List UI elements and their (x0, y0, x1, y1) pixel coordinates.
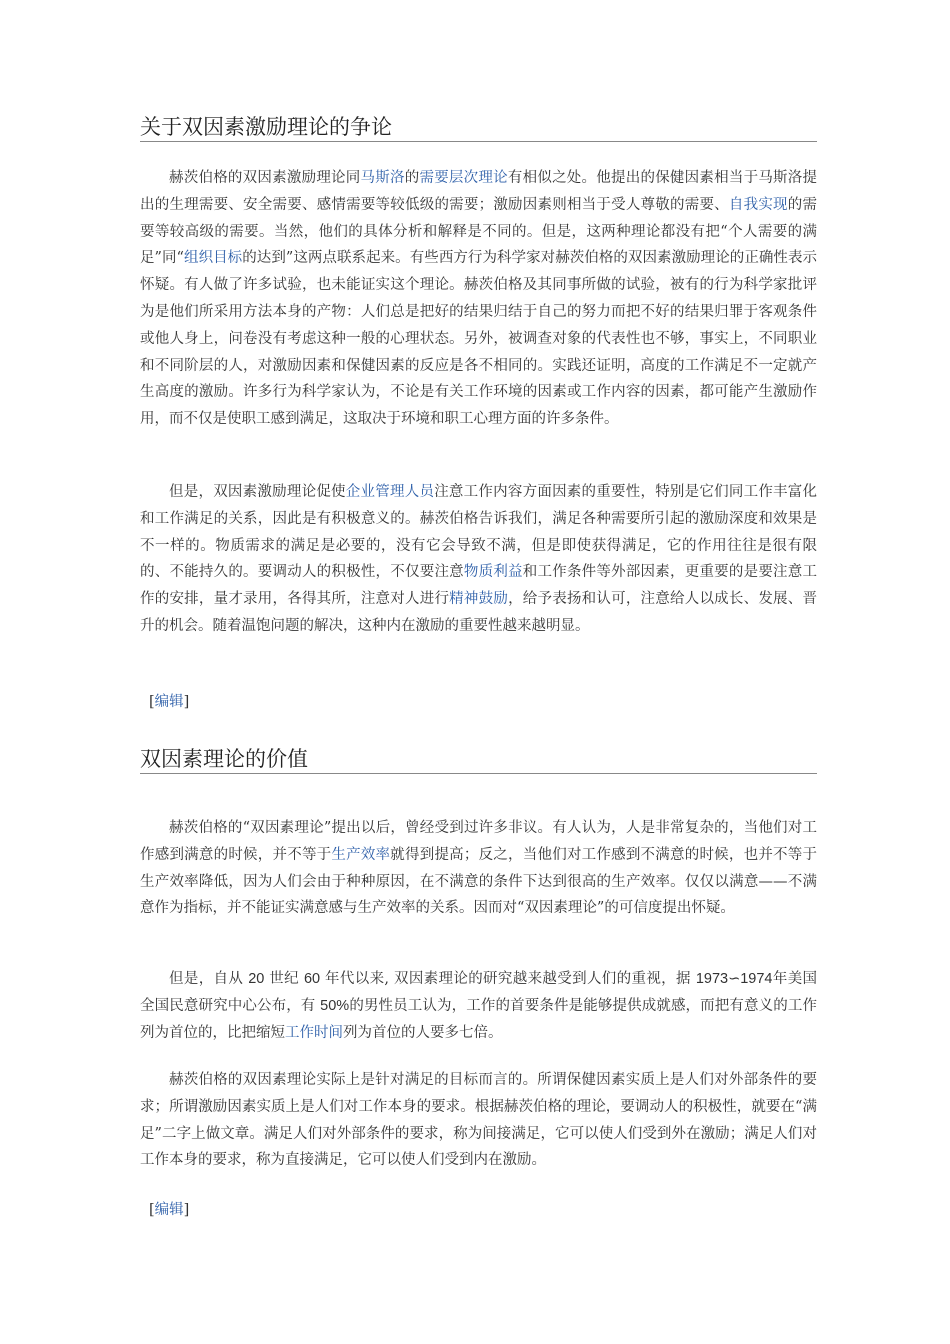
text-run: 50% (320, 997, 350, 1014)
text-run: 年美国全国民意研究中心公布，有 (140, 971, 818, 1014)
inline-link[interactable]: 精神鼓励 (449, 591, 509, 608)
bracket-close: ] (183, 694, 190, 710)
inline-link[interactable]: 物质利益 (463, 564, 523, 581)
text-run: 就得到提高；反之，当他们对工作感到不满意的时候，也并不等于生产效率降低，因为人们会由于种种原因，在不满意的条件下达到很高的生产效率。仅仅以满意——不满意作为指标，并不能证实满意感与生产效率的关系。因而对“双因素理论”的可信度提出怀疑。 (140, 846, 818, 917)
section-heading-value: 双因素理论的价值 (140, 746, 817, 774)
edit-link (140, 1200, 189, 1220)
text-run: 的需要等较高级的需要。当然，他们的具体分析和解释是不同的。但是，这两种理论都没有把“个人需要的满足”同“ (140, 196, 818, 267)
text-run: 列为首位的人要多七倍。 (343, 1024, 503, 1041)
text-run: 20 (248, 971, 265, 987)
edit-button[interactable]: 编辑 (154, 1202, 184, 1218)
text-run: 赫茨伯格的“双因素理论”提出以后，曾经受到过许多非议。有人认为，人是非常复杂的，当他们对工作感到满意的时候，并不等于 (140, 820, 817, 863)
text-run: 的 (404, 170, 420, 186)
inline-link[interactable]: 企业管理人员 (345, 484, 435, 500)
text-run: 赫茨伯格的双因素激励理论同 (169, 170, 361, 186)
paragraph (140, 815, 817, 922)
text-run: 赫茨伯格的双因素理论实际上是针对满足的目标而言的。所谓保健因素实质上是人们对外部条件的要求；所谓激励因素实质上是人们对工作本身的要求。根据赫茨伯格的理论，要调动人的积极性，就要在“满足”二字上做文章。满足人们对外部条件的要求，称为间接满足，它可以使人们受到外在激励；满足人们对工作本身的要求，称为直接满足，它可以使人们受到内在激励。 (140, 1072, 817, 1169)
inline-link[interactable]: 需要层次理论 (419, 170, 508, 186)
inline-link[interactable]: 生产效率 (331, 846, 391, 863)
bracket-open: [ (149, 1202, 155, 1218)
text-run: 的达到”这两点联系起来。有些西方行为科学家对赫茨伯格的双因素激励理论的正确性表示怀疑。有人做了许多试验，也未能证实这个理论。赫茨伯格及其同事所做的试验，被有的行为科学家批评为是他们所采用方法本身的产物：人们总是把好的结果归结于自己的努力而把不好的结果归罪于客观条件或他人身上，问卷没有考虑这种一般的心理状态。另外，被调查对象的代表性也不够，事实上，不同职业和不同阶层的人，对激励因素和保健因素的反应是各不相同的。实践还证明，高度的工作满足不一定就产生高度的激励。许多行为科学家认为，不论是有关工作环境的因素或工作内容的因素，都可能产生激励作用，而不仅是使职工感到满足，这取决于环境和职工心理方面的许多条件。 (140, 250, 818, 428)
text-run: 注意工作内容方面因素的重要性，特别是它们同工作丰富化和工作满足的关系，因此是有积极意义的。赫茨伯格告诉我们，满足各种需要所引起的激励深度和效果是不一样的。物质需求的满足是必要的，没有它会导致不满，但是即使获得满足，它的作用往往是很有限的、不能持久的。要调动人的积极性，不仅要注意 (140, 484, 818, 581)
inline-link[interactable]: 马斯洛 (360, 170, 405, 186)
text-run: 但是，自从 (169, 971, 249, 987)
paragraph (140, 165, 817, 433)
text-run: ，给予表扬和认可，注意给人以成长、发展、晋升的机会。随着温饱问题的解决，这种内在激励的重要性越来越明显。 (140, 591, 818, 634)
bracket-open: [ (149, 694, 155, 710)
inline-link[interactable]: 自我实现 (728, 196, 788, 213)
text-run: 年代以来, 双因素理论的研究越来越受到人们的重视，据 (320, 971, 696, 987)
text-run: 世纪 (264, 971, 304, 987)
text-run: 和工作条件等外部因素，更重要的是要注意工作的安排，量才录用，各得其所，注意对人进行 (140, 564, 818, 608)
edit-link (140, 692, 189, 712)
paragraph (140, 966, 817, 1046)
edit-button[interactable]: 编辑 (154, 694, 184, 710)
inline-link[interactable]: 组织目标 (183, 250, 243, 267)
bracket-close: ] (183, 1202, 190, 1218)
section-heading-dispute: 关于双因素激励理论的争论 (140, 114, 817, 142)
text-run: 有相似之处。他提出的保健因素相当于马斯洛提出的生理需要、安全需要、感情需要等较低级的需要；激励因素则相当于受人尊敬的需要、 (140, 170, 818, 213)
paragraph (140, 1067, 817, 1174)
text-run: 1973∽1974 (695, 971, 773, 987)
inline-link[interactable]: 工作时间 (285, 1024, 343, 1041)
paragraph (140, 479, 817, 640)
text-run: 60 (303, 971, 321, 987)
text-run: 但是，双因素激励理论促使 (169, 484, 346, 500)
text-run: 的男性员工认为，工作的首要条件是能够提供成就感，而把有意义的工作列为首位的，比把缩短 (140, 997, 818, 1041)
